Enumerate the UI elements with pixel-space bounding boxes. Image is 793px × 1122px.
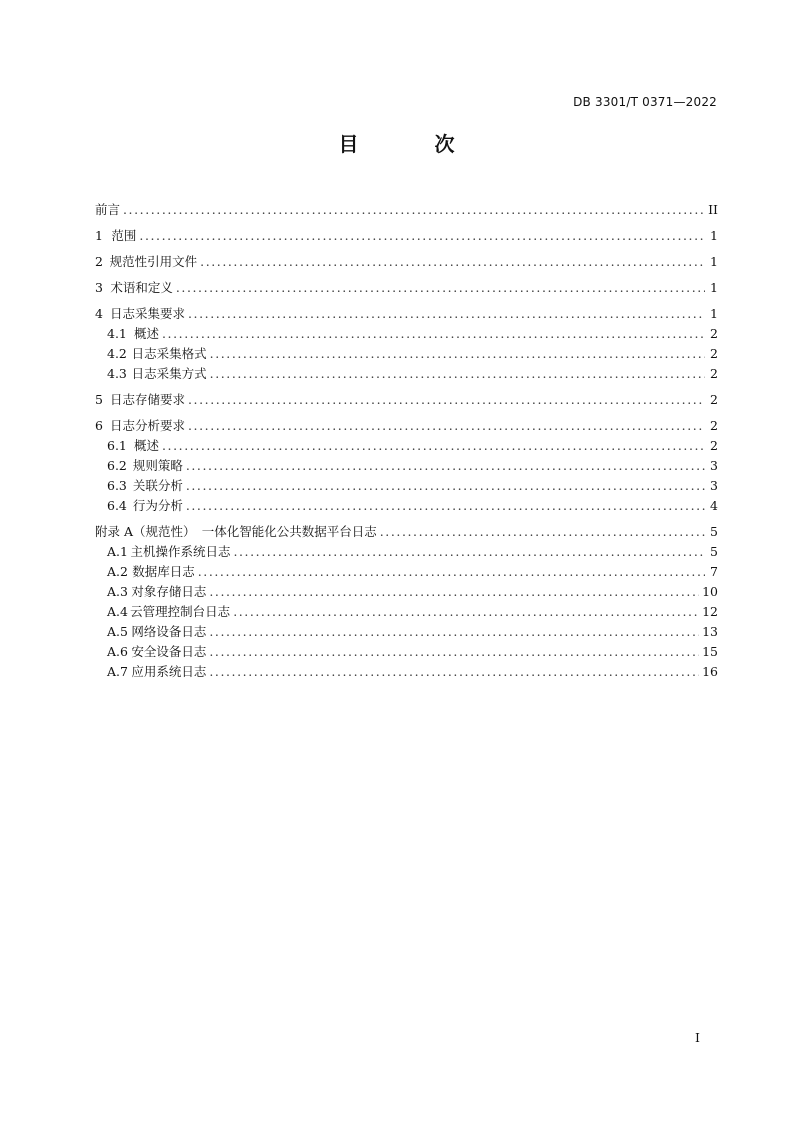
toc-entry[interactable] <box>95 364 718 384</box>
toc-entry-number: 6.1 <box>107 438 127 453</box>
toc-leader-dots <box>209 622 699 642</box>
toc-entry[interactable] <box>95 662 718 682</box>
toc-entry-page: 2 <box>710 418 718 433</box>
toc-entry[interactable] <box>95 476 718 496</box>
toc-entry-page: 2 <box>710 346 718 361</box>
table-of-contents <box>95 200 718 682</box>
toc-entry-number: 6.2 <box>107 458 127 473</box>
toc-entry-label: 应用系统日志 <box>131 664 207 679</box>
toc-entry-page: 10 <box>702 584 718 599</box>
toc-leader-dots <box>139 226 705 246</box>
toc-entry-number: A.7 <box>107 664 128 679</box>
toc-entry-number: A.3 <box>107 584 128 599</box>
toc-entry-number: A.1 <box>107 544 128 559</box>
toc-entry-number: 1 <box>95 228 103 243</box>
toc-leader-dots <box>209 582 699 602</box>
toc-entry-label: 网络设备日志 <box>131 624 207 639</box>
toc-entry[interactable] <box>95 522 718 542</box>
toc-entry-number: 2 <box>95 254 103 269</box>
toc-leader-dots <box>186 496 705 516</box>
toc-entry-number: 6.3 <box>107 478 127 493</box>
toc-entry-number: A.5 <box>107 624 128 639</box>
toc-entry-number: 6 <box>95 418 103 433</box>
toc-leader-dots <box>162 324 705 344</box>
toc-leader-dots <box>162 436 705 456</box>
toc-entry-number: 4.3 <box>107 366 127 381</box>
toc-leader-dots <box>123 200 705 220</box>
toc-entry-label: 附录 A（规范性） 一体化智能化公共数据平台日志 <box>95 524 377 539</box>
toc-entry-page: II <box>708 202 718 217</box>
toc-entry[interactable] <box>95 344 718 364</box>
toc-entry-number: 3 <box>95 280 103 295</box>
toc-entry-page: 4 <box>710 498 718 513</box>
toc-entry-page: 1 <box>710 280 718 295</box>
toc-leader-dots <box>198 562 705 582</box>
toc-leader-dots <box>188 304 705 324</box>
toc-entry-label: 规范性引用文件 <box>109 254 198 269</box>
toc-entry-label: 范围 <box>111 228 137 243</box>
toc-entry-page: 2 <box>710 326 718 341</box>
toc-entry-page: 1 <box>710 228 718 243</box>
toc-entry-page: 15 <box>702 644 718 659</box>
toc-entry[interactable] <box>95 416 718 436</box>
toc-entry-label: 行为分析 <box>132 498 183 513</box>
toc-entry-page: 3 <box>710 458 718 473</box>
toc-entry-label: 规则策略 <box>132 458 183 473</box>
toc-entry-number: A.6 <box>107 644 128 659</box>
toc-entry-page: 1 <box>710 306 718 321</box>
toc-leader-dots <box>380 522 705 542</box>
toc-entry[interactable] <box>95 496 718 516</box>
toc-entry[interactable] <box>95 200 718 220</box>
toc-entry[interactable] <box>95 304 718 324</box>
toc-leader-dots <box>209 662 699 682</box>
toc-entry[interactable] <box>95 622 718 642</box>
toc-entry-number: A.4 <box>107 604 128 619</box>
toc-entry-page: 2 <box>710 438 718 453</box>
toc-entry-number: 6.4 <box>107 498 127 513</box>
toc-entry-label: 关联分析 <box>132 478 183 493</box>
toc-entry[interactable] <box>95 324 718 344</box>
toc-entry[interactable] <box>95 252 718 272</box>
toc-entry-label: 主机操作系统日志 <box>130 544 231 559</box>
toc-entry-label: 日志采集方式 <box>131 366 207 381</box>
page-title: 目 次 <box>338 132 483 156</box>
toc-leader-dots <box>210 344 705 364</box>
toc-entry-number: 4.2 <box>107 346 127 361</box>
toc-entry-label: 前言 <box>95 202 121 217</box>
toc-leader-dots <box>188 390 705 410</box>
toc-entry[interactable] <box>95 642 718 662</box>
toc-entry-number: 4 <box>95 306 103 321</box>
toc-entry-page: 2 <box>710 392 718 407</box>
toc-entry-number: A.2 <box>107 564 128 579</box>
toc-entry-label: 安全设备日志 <box>131 644 207 659</box>
toc-entry-page: 12 <box>702 604 718 619</box>
toc-entry-label: 云管理控制台日志 <box>130 604 231 619</box>
toc-entry-page: 13 <box>702 624 718 639</box>
toc-entry[interactable] <box>95 542 718 562</box>
toc-entry[interactable] <box>95 436 718 456</box>
toc-entry-label: 日志采集格式 <box>131 346 207 361</box>
toc-entry-number: 5 <box>95 392 103 407</box>
toc-entry-label: 日志分析要求 <box>110 418 186 433</box>
toc-leader-dots <box>209 642 699 662</box>
toc-leader-dots <box>210 364 705 384</box>
toc-entry-number: 4.1 <box>107 326 127 341</box>
toc-entry-label: 数据库日志 <box>132 564 195 579</box>
toc-entry-page: 5 <box>710 524 718 539</box>
toc-entry-page: 5 <box>710 544 718 559</box>
toc-leader-dots <box>188 416 705 436</box>
toc-entry-label: 对象存储日志 <box>131 584 207 599</box>
toc-leader-dots <box>186 456 705 476</box>
page-number: I <box>695 1030 700 1045</box>
toc-entry-label: 术语和定义 <box>110 280 173 295</box>
toc-entry-label: 日志采集要求 <box>110 306 186 321</box>
toc-entry[interactable] <box>95 390 718 410</box>
toc-leader-dots <box>233 602 699 622</box>
toc-entry[interactable] <box>95 456 718 476</box>
toc-entry-label: 日志存储要求 <box>110 392 186 407</box>
toc-leader-dots <box>176 278 705 298</box>
toc-entry-page: 7 <box>710 564 718 579</box>
toc-entry-page: 16 <box>702 664 718 679</box>
toc-entry[interactable] <box>95 582 718 602</box>
toc-entry-page: 1 <box>710 254 718 269</box>
toc-entry-label: 概述 <box>134 326 160 341</box>
toc-entry[interactable] <box>95 602 718 622</box>
toc-entry[interactable] <box>95 226 718 246</box>
document-code: DB 3301/T 0371—2022 <box>573 95 717 109</box>
toc-leader-dots <box>233 542 705 562</box>
toc-leader-dots <box>186 476 705 496</box>
toc-entry-page: 2 <box>710 366 718 381</box>
toc-entry[interactable] <box>95 278 718 298</box>
toc-entry-label: 概述 <box>134 438 160 453</box>
toc-leader-dots <box>200 252 705 272</box>
toc-entry[interactable] <box>95 562 718 582</box>
toc-entry-page: 3 <box>710 478 718 493</box>
